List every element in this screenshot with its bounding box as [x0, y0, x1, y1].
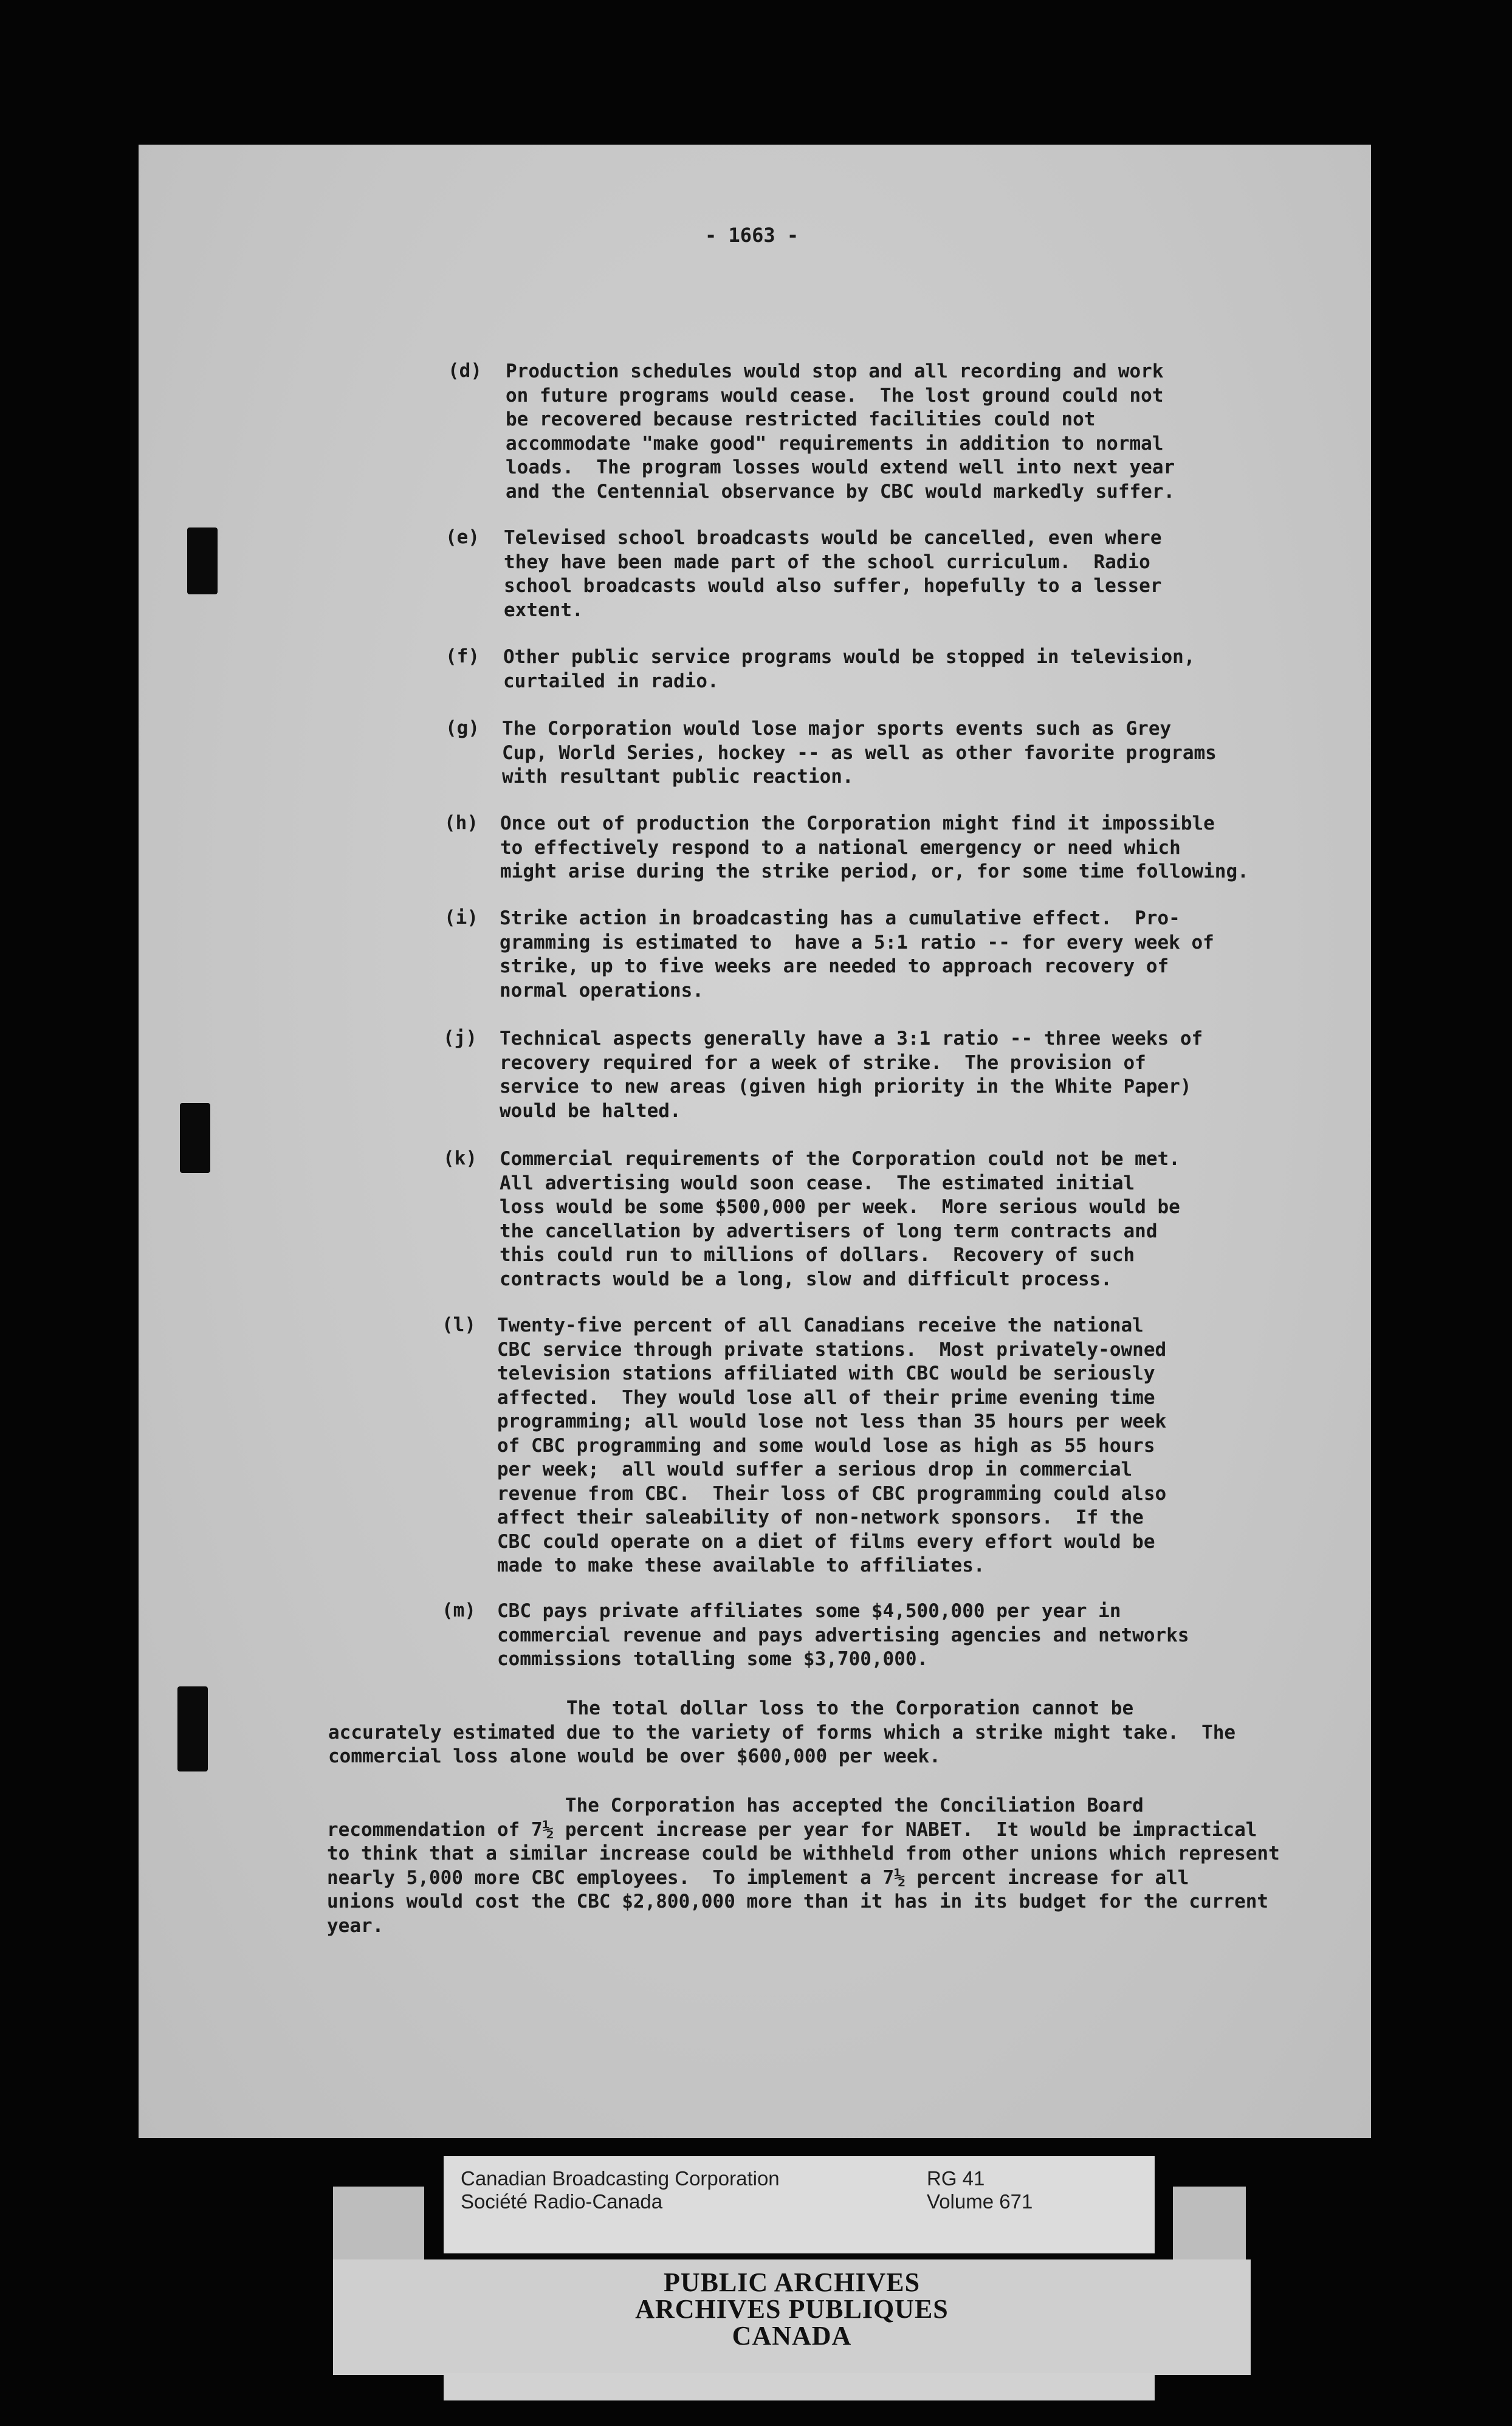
page-number: - 1663 - — [705, 224, 799, 247]
item-label: (k) — [443, 1147, 477, 1169]
archive-label — [444, 2156, 1155, 2253]
item-label: (l) — [442, 1314, 476, 1336]
summary-paragraph: The total dollar loss to the Corporation cannot be accurately estimated due to the variety of forms which a strike might take. The commercial loss alone would be over $600,000 per week. — [328, 1697, 1236, 1767]
summary-paragraph: The Corporation has accepted the Conciliation Board recommendation of 7½ percent increase per year for NABET. It would be impractical to think that a similar increase could be withheld from other unions which represent nearly 5,000 more CBC employees. To implement a 7½ percent increase for all unions would cost the CBC $2,800,000 more than it has in its budget for the current year. — [327, 1795, 1280, 1937]
stamp-mount — [444, 2373, 1155, 2400]
item-text: Twenty-five percent of all Canadians receive the national CBC service through private stations. Most privately-owned television stations affiliated with CBC would be seriously affected. They would lose all of their prime evening time programming; all would lose not less than 35 hours per week of CBC programming and some would lose as high as 55 hours per week; all would suffer a serious drop in commercial revenue from CBC. Their loss of CBC programming could also affect their saleability of non-network sponsors. If the CBC could operate on a diet of films every effort would be made to make these available to affiliates. — [497, 1314, 1167, 1576]
item-label: (f) — [445, 645, 479, 667]
item-text: Commercial requirements of the Corporation could not be met. All advertising would soon cease. The estimated initial loss would be some $500,000 per week. More serious would be the cancellation by advertisers of long term contracts and this could run to millions of dollars. Recovery of such contracts would be a long, slow and difficult process. — [500, 1148, 1180, 1290]
item-text: Other public service programs would be stopped in television, curtailed in radio. — [503, 646, 1195, 692]
org-name-fr: Société Radio-Canada — [461, 2190, 663, 2213]
item-label: (e) — [445, 526, 479, 548]
archives-stamp — [333, 2259, 1251, 2375]
item-text: Strike action in broadcasting has a cumulative effect. Pro- gramming is estimated to have a 5:1 ratio -- for every week of strike, up to five weeks are needed to approach recovery of normal operations. — [500, 907, 1214, 1002]
binder-hole — [187, 527, 218, 594]
stamp-mount — [1173, 2187, 1246, 2266]
item-label: (g) — [445, 717, 479, 739]
item-text: Televised school broadcasts would be cancelled, even where they have been made part of the school curriculum. Radio school broadcasts would also suffer, hopefully to a lesser extent. — [504, 527, 1162, 621]
org-name-en: Canadian Broadcasting Corporation — [461, 2167, 780, 2190]
item-text: Technical aspects generally have a 3:1 ratio -- three weeks of recovery required for a week of strike. The provision of service to new areas (given high priority in the White Paper) would be halted. — [500, 1028, 1203, 1122]
item-label: (d) — [448, 360, 482, 382]
archives-line: ARCHIVES PUBLIQUES — [635, 2294, 949, 2324]
item-label: (m) — [442, 1600, 476, 1621]
stamp-mount — [333, 2187, 424, 2266]
record-group: RG 41 — [927, 2167, 985, 2190]
binder-hole — [180, 1103, 210, 1173]
item-text: Production schedules would stop and all recording and work on future programs would cease. The lost ground could not be recovered because restricted facilities could not accommodate "make good" requirements in addition to normal loads. The program losses would extend well into next year and the Centennial observance by CBC would markedly suffer. — [506, 360, 1175, 503]
volume-number: Volume 671 — [927, 2190, 1033, 2213]
item-label: (i) — [444, 907, 478, 929]
binder-hole — [177, 1686, 208, 1771]
item-label: (j) — [443, 1027, 477, 1049]
archives-line: PUBLIC ARCHIVES — [663, 2267, 921, 2297]
archives-line: CANADA — [732, 2321, 852, 2351]
item-text: CBC pays private affiliates some $4,500,000 per year in commercial revenue and pays advertising agencies and networks commissions totalling some $3,700,000. — [497, 1600, 1189, 1670]
item-label: (h) — [444, 812, 478, 834]
item-text: Once out of production the Corporation might find it impossible to effectively respond to a national emergency or need which might arise during the strike period, or, for some time following. — [500, 813, 1249, 882]
item-text: The Corporation would lose major sports events such as Grey Cup, World Series, hockey -- as well as other favorite programs with resultant public reaction. — [502, 718, 1217, 788]
